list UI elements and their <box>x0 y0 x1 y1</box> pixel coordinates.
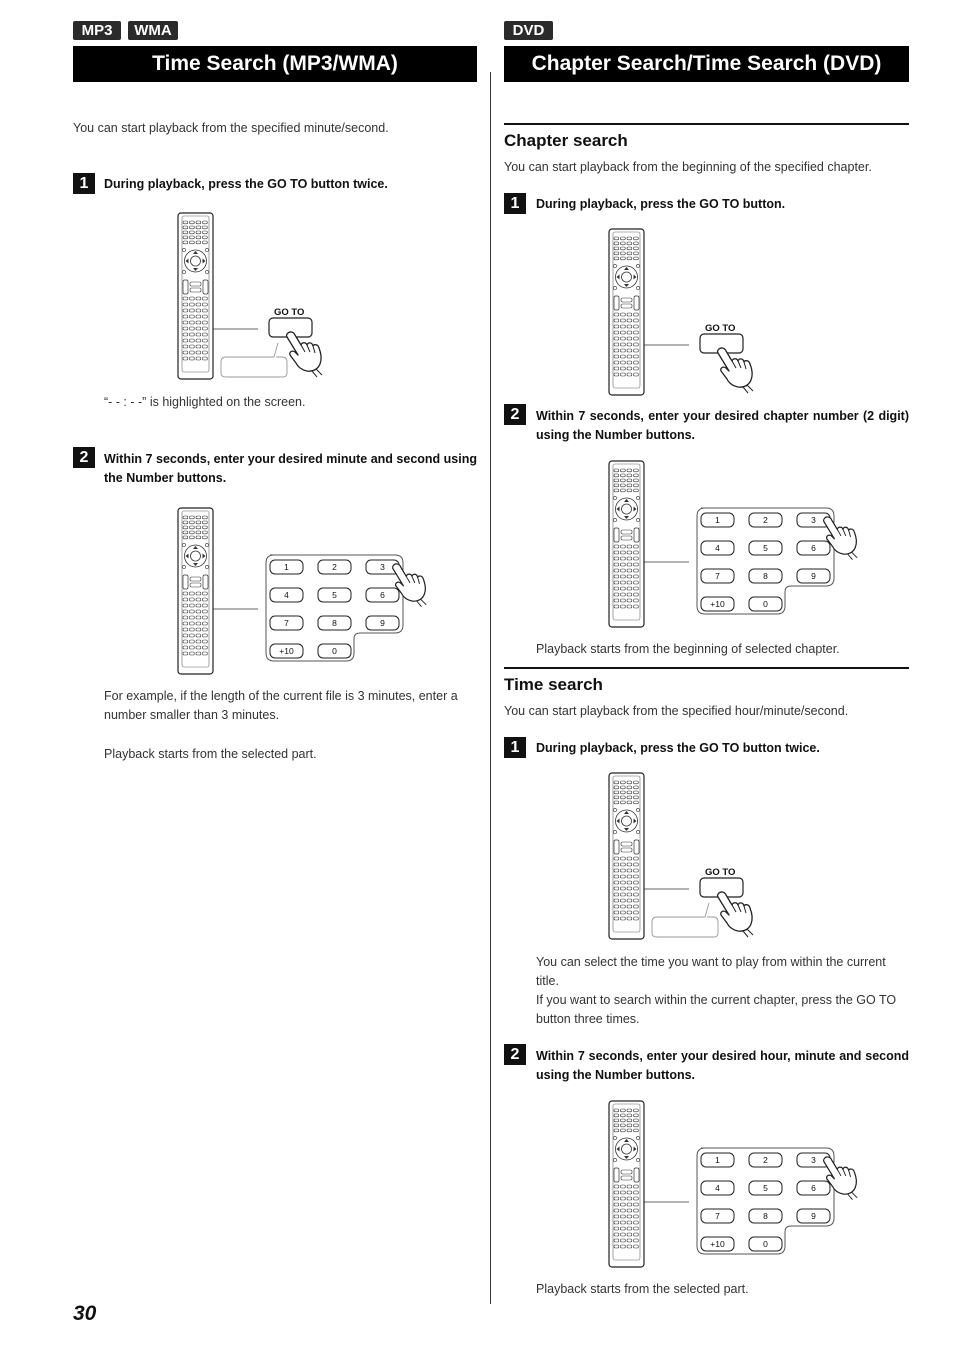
svg-text:6: 6 <box>811 1183 816 1193</box>
time-step-1-instruction: During playback, press the GO TO button twice. <box>536 741 820 755</box>
svg-text:8: 8 <box>763 571 768 581</box>
step-number-2: 2 <box>73 447 95 468</box>
svg-text:2: 2 <box>332 562 337 572</box>
svg-text:6: 6 <box>811 543 816 553</box>
svg-text:3: 3 <box>380 562 385 572</box>
step-1-instruction: During playback, press the GO TO button twice. <box>104 177 388 191</box>
time-goto-illustration <box>601 770 781 945</box>
svg-text:7: 7 <box>715 571 720 581</box>
time-step-number-2: 2 <box>504 1044 526 1065</box>
chapter-step-number-1: 1 <box>504 193 526 214</box>
svg-text:GO TO: GO TO <box>705 867 736 878</box>
svg-text:GO TO: GO TO <box>274 307 305 318</box>
svg-text:7: 7 <box>284 618 289 628</box>
svg-text:8: 8 <box>332 618 337 628</box>
badge-wma: WMA <box>128 21 178 40</box>
column-divider <box>490 72 491 1304</box>
pointing-hand-icon <box>644 867 753 937</box>
svg-text:1: 1 <box>284 562 289 572</box>
badge-mp3: MP3 <box>73 21 121 40</box>
step-1-note: “- - : - -” is highlighted on the screen. <box>104 395 306 409</box>
number-keypad <box>213 555 426 661</box>
svg-text:9: 9 <box>380 618 385 628</box>
remote-control-icon <box>609 461 644 627</box>
svg-text:1: 1 <box>715 515 720 525</box>
pointing-hand-icon <box>213 307 322 377</box>
remote-control-icon <box>609 229 644 395</box>
svg-text:0: 0 <box>332 646 337 656</box>
svg-text:4: 4 <box>715 543 720 553</box>
svg-text:2: 2 <box>763 1155 768 1165</box>
svg-text:8: 8 <box>763 1211 768 1221</box>
time-number-keys-illustration <box>601 1098 871 1268</box>
svg-text:5: 5 <box>763 543 768 553</box>
svg-text:+10: +10 <box>279 646 294 656</box>
chapter-playback-note: Playback starts from the beginning of selected chapter. <box>536 642 840 656</box>
time-search-heading: Time search <box>504 675 603 694</box>
section-title-chapter-time-search-dvd: Chapter Search/Time Search (DVD) <box>504 46 909 82</box>
svg-text:9: 9 <box>811 1211 816 1221</box>
time-step-number-1: 1 <box>504 737 526 758</box>
remote-control-icon <box>178 213 213 379</box>
step-number-1: 1 <box>73 173 95 194</box>
time-note-current-chapter: If you want to search within the current chapter, press the GO TO button three times. <box>536 993 897 1026</box>
example-note: For example, if the length of the current file is 3 minutes, enter a number smaller than 3 minutes. <box>104 689 458 722</box>
svg-text:0: 0 <box>763 1239 768 1249</box>
number-keys-illustration <box>170 505 440 675</box>
chapter-search-rule <box>504 123 909 125</box>
svg-text:6: 6 <box>380 590 385 600</box>
time-search-rule <box>504 667 909 669</box>
chapter-goto-illustration <box>601 226 781 401</box>
svg-text:1: 1 <box>715 1155 720 1165</box>
goto-press-illustration <box>170 210 350 385</box>
page-number: 30 <box>73 1302 97 1325</box>
remote-control-icon <box>609 1101 644 1267</box>
svg-text:5: 5 <box>332 590 337 600</box>
pointing-hand-icon <box>644 323 753 393</box>
section-title-time-search-mp3: Time Search (MP3/WMA) <box>73 46 477 82</box>
svg-text:0: 0 <box>763 599 768 609</box>
remote-control-icon <box>178 508 213 674</box>
chapter-step-number-2: 2 <box>504 404 526 425</box>
svg-text:+10: +10 <box>710 1239 725 1249</box>
time-search-intro: You can start playback from the specified hour/minute/second. <box>504 704 849 718</box>
svg-text:+10: +10 <box>710 599 725 609</box>
svg-text:2: 2 <box>763 515 768 525</box>
svg-text:5: 5 <box>763 1183 768 1193</box>
number-keypad <box>644 508 857 614</box>
svg-text:GO TO: GO TO <box>705 323 736 334</box>
chapter-step-2-instruction: Within 7 seconds, enter your desired chapter number (2 digit) using the Number buttons. <box>536 409 909 442</box>
svg-text:3: 3 <box>811 515 816 525</box>
badge-dvd: DVD <box>504 21 553 40</box>
time-note-current-title: You can select the time you want to play from within the current title. <box>536 955 886 988</box>
number-keypad <box>644 1148 857 1254</box>
chapter-search-intro: You can start playback from the beginning of the specified chapter. <box>504 160 872 174</box>
time-step-2-instruction: Within 7 seconds, enter your desired hour, minute and second using the Number buttons. <box>536 1049 909 1082</box>
chapter-number-keys-illustration <box>601 458 871 628</box>
remote-control-icon <box>609 773 644 939</box>
chapter-search-heading: Chapter search <box>504 131 628 150</box>
time-playback-note: Playback starts from the selected part. <box>536 1282 749 1296</box>
svg-text:4: 4 <box>715 1183 720 1193</box>
playback-note: Playback starts from the selected part. <box>104 747 317 761</box>
svg-text:9: 9 <box>811 571 816 581</box>
svg-text:4: 4 <box>284 590 289 600</box>
chapter-step-1-instruction: During playback, press the GO TO button. <box>536 197 786 211</box>
step-2-instruction: Within 7 seconds, enter your desired minute and second using the Number buttons. <box>104 452 477 485</box>
svg-text:3: 3 <box>811 1155 816 1165</box>
svg-text:7: 7 <box>715 1211 720 1221</box>
intro-time-search: You can start playback from the specified minute/second. <box>73 121 389 135</box>
